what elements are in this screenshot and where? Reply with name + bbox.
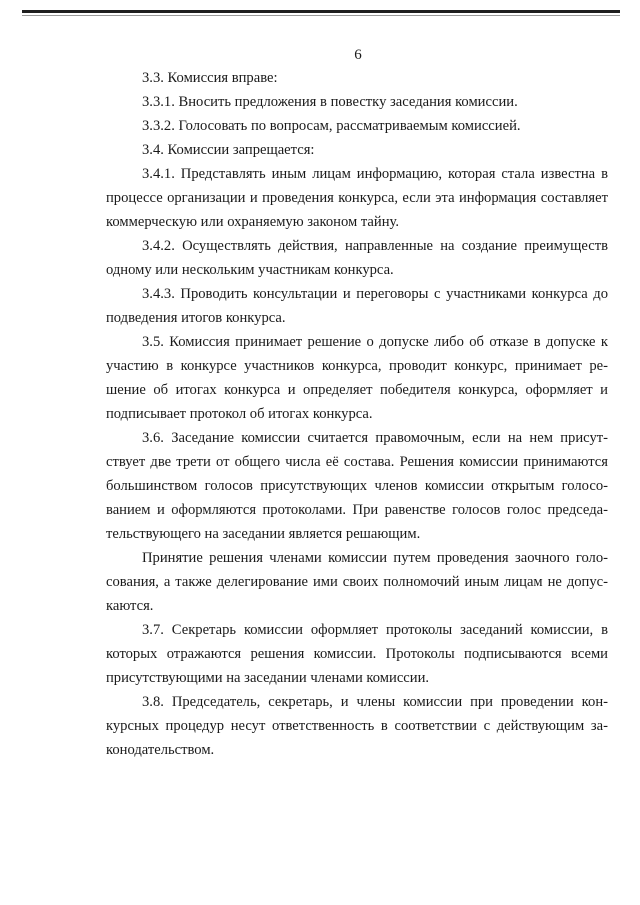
page-number: 6 <box>354 47 362 63</box>
top-border-shadow-line <box>22 15 620 16</box>
top-border-line <box>22 10 620 13</box>
clause-3-4-2: 3.4.2. Осуществлять действия, направленные на создание преимуществ одному или нескольким участникам конкурса. <box>106 238 608 278</box>
clause-3-8: 3.8. Председатель, секретарь, и члены комиссии при проведении конкурсных процедур несут ответственность в соответствии с действующим законодательством. <box>106 694 608 758</box>
clause-3-4: 3.4. Комиссии запрещается: <box>142 142 315 158</box>
clause-3-5: 3.5. Комиссия принимает решение о допуске либо об отказе в допуске к участию в конкурсе участников конкурса, проводит конкурс, принимает решение об итогах конкурса и определяет победителя конкурса, оформляет и подписывает протокол об итогах конкурса. <box>106 334 608 422</box>
clause-3-6: 3.6. Заседание комиссии считается правомочным, если на нем присутствует две трети от общего числа её состава. Решения комиссии принимаются большинством голосов присутствующих членов комиссии открытым голосованием и оформляются протоколами. При равенстве голосов голос председательствующего на заседании является решающим. <box>106 430 608 542</box>
clause-3-7: 3.7. Секретарь комиссии оформляет протоколы заседаний комиссии, в которых отражаются решения комиссии. Протоколы подписываются всеми присутствующими на заседании членами комиссии. <box>106 622 608 686</box>
document-body <box>106 66 608 762</box>
clause-3-6-continuation: Принятие решения членами комиссии путем проведения заочного голосования, а также делегирование ими своих полномочий иным лицам не допускаются. <box>106 550 608 614</box>
clause-3-4-3: 3.4.3. Проводить консультации и переговоры с участниками конкурса до подведения итогов конкурса. <box>106 286 608 326</box>
clause-3-3: 3.3. Комиссия вправе: <box>142 70 278 86</box>
clause-3-3-1: 3.3.1. Вносить предложения в повестку заседания комиссии. <box>142 94 518 110</box>
clause-3-3-2: 3.3.2. Голосовать по вопросам, рассматриваемым комиссией. <box>142 118 521 134</box>
clause-3-4-1: 3.4.1. Представлять иным лицам информацию, которая стала известна в процессе организации и проведения конкурса, если эта информация составляет коммерческую или охраняемую законом тайну. <box>106 166 608 230</box>
